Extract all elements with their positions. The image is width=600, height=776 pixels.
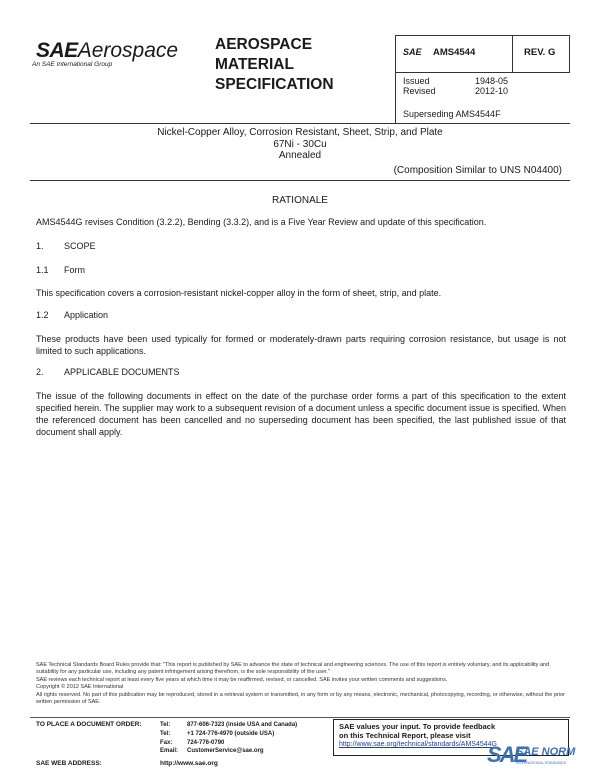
tel-value[interactable]: 877-606-7323 (inside USA and Canada) — [187, 722, 298, 728]
order-label: TO PLACE A DOCUMENT ORDER: — [36, 721, 142, 728]
section-1-2-heading — [36, 310, 108, 320]
section-1-1-heading — [36, 265, 85, 275]
title-line-1: AEROSPACE — [215, 36, 313, 53]
feedback-line-2: on this Technical Report, please visit — [339, 731, 471, 741]
spec-code: AMS4544 — [433, 47, 476, 58]
revision-cell — [513, 35, 570, 73]
watermark-subtext: INTERNATIONAL STANDARDS — [516, 761, 566, 765]
section-1-2-title: Application — [64, 310, 109, 320]
issued-label: Issued — [403, 76, 430, 86]
section-1-1-title: Form — [64, 265, 85, 275]
sae-norm-watermark — [487, 742, 599, 772]
section-2-text: The issue of the following documents in effect on the date of the purchase order forms a part of this specification to the extent specified herein. The supplier may work to a subsequent revision of a document unless a specific document issue is specified. When the referenced document has been cancelled and no superseding document has been specified, the last published issue of that document shall apply. — [36, 391, 566, 437]
title-line-2: MATERIAL — [215, 56, 294, 73]
footer-review-text: SAE reviews each technical report at least every five years at which time it may be reaffirmed, revised, or cancelled. SAE invites your written comments and suggestions. — [36, 676, 448, 683]
email-link[interactable]: CustomerService@sae.org — [187, 748, 264, 755]
subject-line-1: Nickel-Copper Alloy, Corrosion Resistant, Sheet, Strip, and Plate — [157, 127, 443, 138]
watermark-logo-icon: SAE — [487, 742, 527, 767]
section-1-heading — [36, 241, 96, 251]
section-1-number: 1. — [36, 241, 44, 251]
section-2-number: 2. — [36, 367, 44, 377]
web-address-label: SAE WEB ADDRESS: — [36, 760, 102, 767]
tel2-value[interactable]: +1 724-776-4970 (outside USA) — [187, 730, 275, 737]
subject-line-3: Annealed — [278, 150, 322, 161]
logo-sae-text: SAE — [36, 39, 78, 62]
revised-value: 2012-10 — [475, 86, 509, 96]
footer-divider — [30, 717, 570, 718]
revised-label: Revised — [403, 86, 436, 96]
section-1-1-number: 1.1 — [36, 265, 49, 275]
sae-aerospace-logo — [30, 35, 208, 87]
section-2-title: APPLICABLE DOCUMENTS — [64, 367, 180, 377]
issued-value: 1948-05 — [475, 76, 509, 86]
contact-fax-row — [160, 739, 297, 748]
dates-cell — [395, 73, 570, 123]
spec-code-cell — [395, 35, 513, 73]
contact-tel2-row — [160, 730, 297, 739]
section-1-title: SCOPE — [64, 241, 96, 251]
rationale-heading: RATIONALE — [272, 195, 328, 206]
section-1-1-text: This specification covers a corrosion-resistant nickel-copper alloy in the form of sheet, strip, and plate. — [36, 288, 442, 298]
section-2-heading — [36, 367, 180, 377]
sae-mini-logo: SAE — [403, 47, 422, 57]
revised-row — [403, 86, 509, 96]
rationale-text: AMS4544G revises Condition (3.2.2), Bending (3.3.2), and is a Five Year Review and update of this specification. — [36, 217, 487, 227]
tel2-label: Tel: — [160, 730, 171, 737]
contact-email-row — [160, 747, 297, 756]
footer-rights-text: All rights reserved. No part of this publication may be reproduced, stored in a retrieval system or transmitted, in any form or by any means, electronic, mechanical, photocopying, recording, or otherwise, without the prior written permission of SAE. — [36, 691, 565, 706]
subject-line-2: 67Ni - 30Cu — [273, 138, 327, 150]
contact-tel-row — [160, 721, 297, 730]
document-header — [30, 35, 570, 123]
logo-aerospace-text: Aerospace — [77, 39, 179, 62]
email-label: Email: — [160, 748, 179, 755]
composition-note: (Composition Similar to UNS N04400) — [393, 165, 562, 176]
subject-block — [0, 127, 600, 162]
tel-label: Tel: — [160, 722, 171, 728]
footer-rules-text: SAE Technical Standards Board Rules provide that: "This report is published by SAE to advance the state of technical and engineering sciences. The use of this report is entirely voluntary, and its applicability and suitability for any particular use, including any patent infringement arising therefrom, is the sole responsibility of the user." — [36, 662, 550, 676]
fax-value: 724-776-0790 — [187, 739, 225, 746]
revision-label: REV. G — [524, 47, 556, 58]
section-1-2-text: These products have been used typically for formed or moderately-drawn parts requiring corrosion resistance, but usage is not limited to such applications. — [36, 334, 566, 356]
subject-divider — [30, 180, 570, 181]
legal-footer — [36, 662, 566, 706]
spec-title — [215, 35, 415, 105]
header-divider — [30, 123, 570, 124]
logo-tagline: An SAE International Group — [32, 61, 113, 68]
fax-label: Fax: — [160, 739, 173, 746]
feedback-line-1: SAE values your input. To provide feedback — [339, 722, 496, 731]
section-1-2-number: 1.2 — [36, 310, 49, 320]
feedback-link[interactable]: http://www.sae.org/technical/standards/AMS4544G — [339, 741, 497, 749]
watermark-text: SAE NORM — [516, 746, 576, 758]
title-line-3: SPECIFICATION — [215, 76, 334, 93]
footer-copyright: Copyright © 2012 SAE International — [36, 684, 124, 691]
issued-row — [403, 76, 509, 86]
superseding-note: Superseding AMS4544F — [403, 109, 501, 119]
web-address-link[interactable]: http://www.sae.org — [160, 760, 218, 767]
contact-info — [160, 721, 297, 756]
